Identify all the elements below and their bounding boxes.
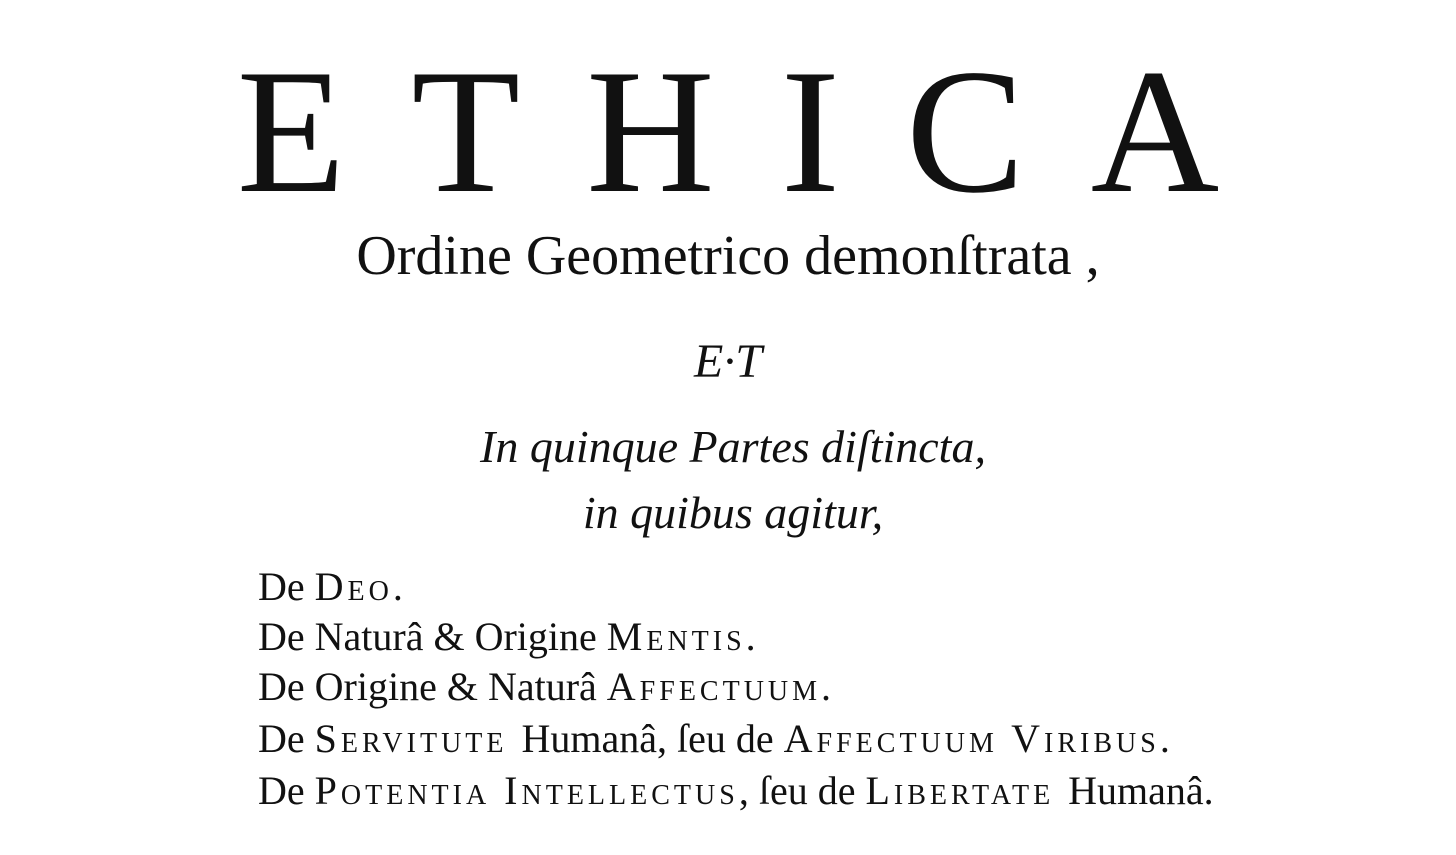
- part-text-segment: Humanâ, ſeu de: [521, 716, 784, 761]
- part-text-segment: De Naturâ & Origine: [258, 614, 607, 659]
- part-text-segment: Libertate: [865, 768, 1069, 813]
- book-title: ETHICA: [236, 32, 1286, 230]
- subtitle: Ordine Geometrico demonſtrata ,: [356, 225, 1100, 287]
- part-text: [258, 714, 1174, 764]
- part-text-segment: , ſeu de: [738, 768, 866, 813]
- part-text-segment: De: [258, 768, 315, 813]
- part-text-segment: Potentia Intellectus: [314, 768, 739, 813]
- part-text: [258, 662, 835, 712]
- part-text-segment: Affectuum.: [606, 664, 836, 709]
- intro-line-2: in quibus agitur,: [582, 487, 884, 538]
- part-text-segment: Mentis.: [606, 614, 760, 659]
- part-text-segment: De Origine & Naturâ: [258, 664, 607, 709]
- part-text-segment: Humanâ.: [1068, 768, 1214, 813]
- part-text-segment: De: [258, 564, 315, 609]
- part-text: [258, 766, 1214, 816]
- part-text: [258, 612, 760, 662]
- conjunction-et: E·T: [693, 335, 762, 388]
- part-text-segment: Servitute: [314, 716, 522, 761]
- part-text: [258, 562, 407, 612]
- part-text-segment: Deo.: [314, 564, 407, 609]
- part-text-segment: De: [258, 716, 315, 761]
- part-text-segment: Affectuum Viribus.: [783, 716, 1174, 761]
- intro-line-1: In quinque Partes diſtincta,: [480, 421, 986, 472]
